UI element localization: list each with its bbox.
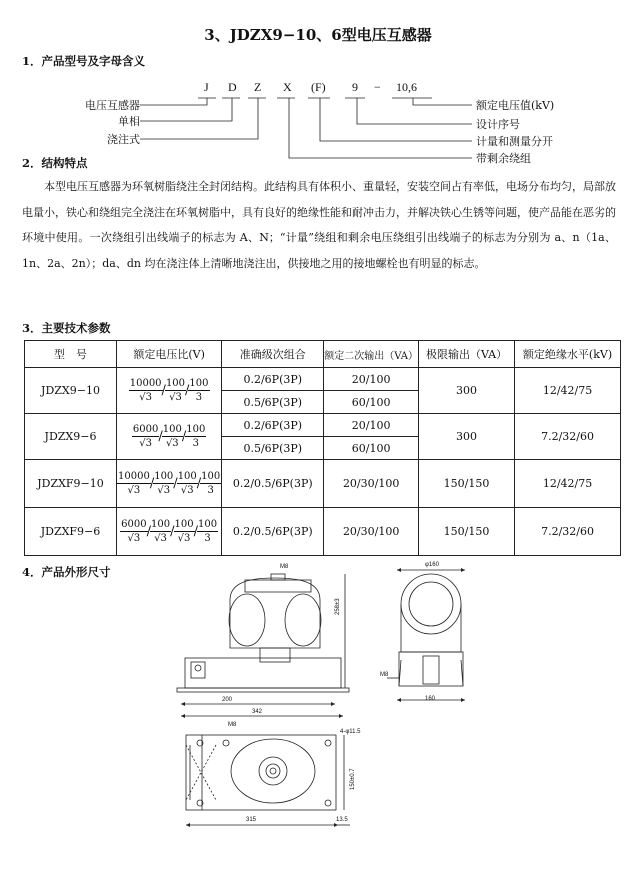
cell-secondary-output: 20/30/100 (324, 460, 419, 508)
table-row (25, 414, 621, 437)
table-row (25, 368, 621, 391)
front-width-200-label: 200 (222, 697, 233, 703)
label-design-serial: 设计序号 (476, 118, 520, 131)
cell-model: JDZXF9−10 (25, 460, 117, 508)
cell-secondary-output: 20/100 (324, 368, 419, 391)
cell-model: JDZXF9−6 (25, 508, 117, 556)
cell-secondary-output: 60/100 (324, 391, 419, 414)
cell-insulation: 12/42/75 (515, 368, 621, 414)
cell-accuracy: 0.2/6P(3P) (222, 414, 324, 437)
cell-insulation: 7.2/32/60 (515, 414, 621, 460)
front-view-drawing (175, 560, 365, 720)
section1-heading: 1．产品型号及字母含义 (22, 54, 146, 68)
code-letter-z: Z (254, 80, 262, 94)
label-cast-type: 浇注式 (107, 133, 140, 146)
cell-insulation: 12/42/75 (515, 460, 621, 508)
table-header-row (25, 341, 621, 368)
cell-limit-output: 300 (419, 368, 515, 414)
cell-insulation: 7.2/32/60 (515, 508, 621, 556)
code-letter-9: 9 (352, 80, 358, 94)
code-dash: − (374, 80, 381, 94)
label-voltage-transformer: 电压互感器 (85, 99, 140, 112)
cell-accuracy: 0.5/6P(3P) (222, 437, 324, 460)
cell-limit-output: 150/150 (419, 460, 515, 508)
table-row (25, 508, 621, 556)
cell-ratio (117, 414, 222, 460)
header-limit-output: 极限输出（VA） (419, 341, 515, 368)
voltage-ratio-fraction: $\frac{10000}{√3}$ / $\frac{100}{√3}$ / $\frac{100}{3}$ (129, 377, 209, 403)
bottom-height-label: 150±0.7 (350, 768, 356, 790)
cell-accuracy: 0.2/0.5/6P(3P) (222, 508, 324, 556)
cell-secondary-output: 60/100 (324, 437, 419, 460)
cell-secondary-output: 20/100 (324, 414, 419, 437)
cell-accuracy: 0.5/6P(3P) (222, 391, 324, 414)
code-voltage: 10,6 (396, 80, 417, 94)
side-diameter-label: φ160 (425, 562, 439, 568)
code-letter-f: (F) (311, 80, 326, 94)
cell-model: JDZX9−10 (25, 368, 117, 414)
header-ratio: 额定电压比(V) (117, 341, 222, 368)
section4-heading: 4．产品外形尺寸 (22, 565, 111, 579)
cell-ratio (117, 460, 222, 508)
header-secondary-output: 额定二次输出（VA） (324, 341, 419, 368)
code-letter-j: J (204, 80, 209, 94)
label-rated-voltage: 额定电压值(kV) (476, 99, 555, 112)
parameters-table (24, 340, 621, 556)
voltage-ratio-fraction: $\frac{6000}{√3}$ / $\frac{100}{√3}$ / $\frac{100}{3}$ (132, 423, 206, 449)
page-title: 3、JDZX9−10、6型电压互感器 (204, 26, 432, 44)
table-row (25, 460, 621, 508)
code-letter-d: D (228, 80, 237, 94)
cell-ratio (117, 508, 222, 556)
cell-accuracy: 0.2/6P(3P) (222, 368, 324, 391)
cell-accuracy: 0.2/0.5/6P(3P) (222, 460, 324, 508)
header-model: 型 号 (25, 341, 117, 368)
code-letter-x: X (283, 80, 292, 94)
header-insulation: 额定绝缘水平(kV) (515, 341, 621, 368)
front-m8-label: M8 (280, 564, 289, 570)
cell-limit-output: 150/150 (419, 508, 515, 556)
cell-model: JDZX9−6 (25, 414, 117, 460)
cell-secondary-output: 20/30/100 (324, 508, 419, 556)
front-width-342-label: 342 (252, 709, 263, 715)
side-m8-label: M8 (380, 672, 389, 678)
structure-paragraph: 本型电压互感器为环氧树脂绕注全封闭结构。此结构具有体积小、重量轻，安装空间占有率低，电场分布均匀，局部放电量小，铁心和绕组完全浇注在环氧树脂中，具有良好的绝缘性能和耐冲击力，并解决铁心生锈等问题，使产品能在恶劣的环境中使用。一次绕组引出线端子的标志为 A、N；“计量”绕组和剩余电压绕组引出线端子的标志为分别为 a、n（1a、1n、2a、2n）；da、dn 均在浇注体上清晰地浇注出，供接地之用的接地螺栓也有明显的标志。 (22, 180, 616, 270)
side-width-label: 160 (425, 696, 436, 702)
bottom-width-315-label: 315 (246, 817, 257, 823)
cell-limit-output: 300 (419, 414, 515, 460)
cell-ratio (117, 368, 222, 414)
bottom-holes-label: 4-φ11.5 (340, 729, 361, 735)
voltage-ratio-fraction: $\frac{6000}{√3}$ / $\frac{100}{√3}$ / $\frac{100}{√3}$ / $\frac{100}{3}$ (121, 518, 218, 544)
label-single-phase: 单相 (118, 115, 140, 128)
section3-heading: 3．主要技术参数 (22, 321, 111, 335)
front-height-label: 258±3 (335, 598, 341, 615)
label-residual-winding: 带剩余绕组 (476, 152, 531, 165)
section2-heading: 2．结构特点 (22, 156, 88, 170)
voltage-ratio-fraction: $\frac{10000}{√3}$ / $\frac{100}{√3}$ / $\frac{100}{√3}$ / $\frac{100}{3}$ (118, 470, 221, 496)
bottom-offset-label: 13.5 (336, 817, 348, 823)
header-accuracy: 准确级次组合 (222, 341, 324, 368)
bottom-m8-label: M8 (228, 722, 237, 728)
label-metering-separate: 计量和测量分开 (476, 135, 553, 148)
